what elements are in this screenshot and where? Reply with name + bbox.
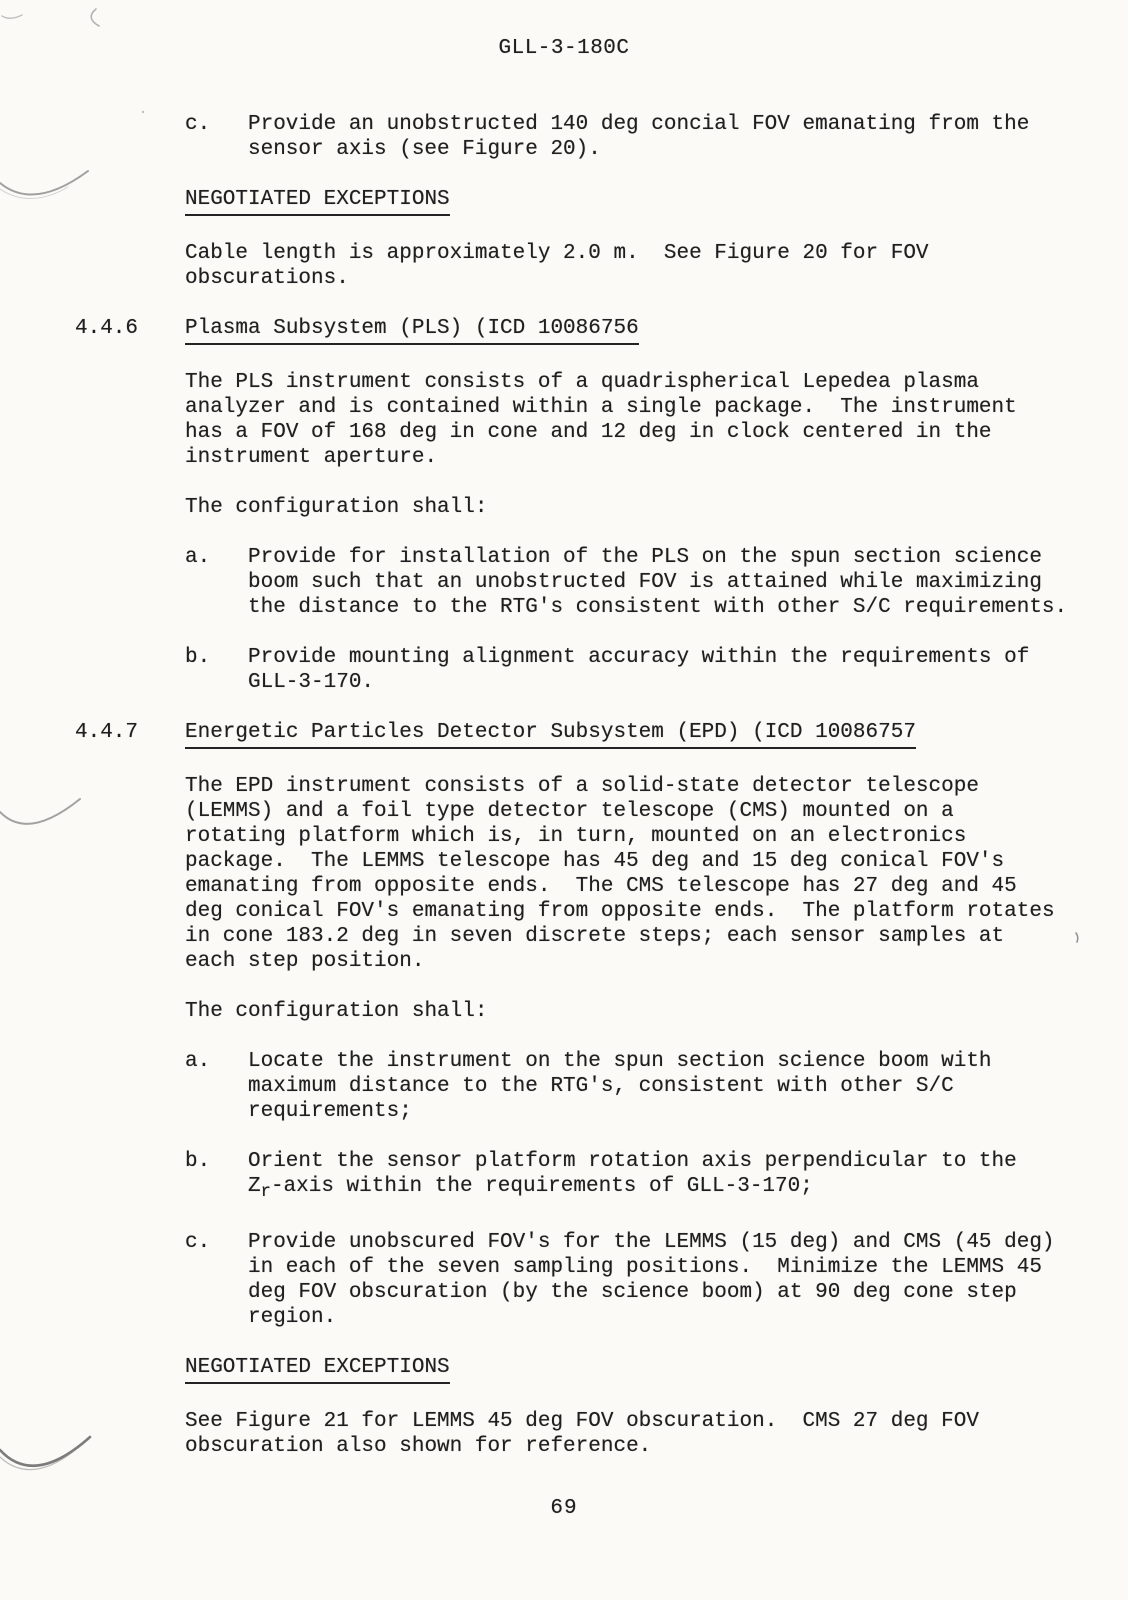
list-item-label: a.	[185, 546, 211, 569]
section-heading-4-4-6	[75, 316, 1095, 345]
text-line: The PLS instrument consists of a quadrispherical Lepedea plasma	[185, 371, 979, 394]
section-title-wrap	[185, 720, 916, 749]
epd-description-paragraph	[185, 774, 1095, 974]
text-line: deg conical FOV's emanating from opposite ends. The platform rotates	[185, 900, 1055, 923]
text-line: region.	[248, 1305, 337, 1329]
list-item-text	[248, 112, 1095, 162]
text-line: The EPD instrument consists of a solid-state detector telescope	[185, 775, 979, 798]
text-line: Locate the instrument on the spun section science boom with	[248, 1050, 992, 1073]
list-item-label: a.	[185, 1050, 211, 1073]
text-line: Provide an unobstructed 140 deg concial FOV emanating from the	[248, 113, 1030, 136]
section-title: Plasma Subsystem (PLS) (ICD 10086756	[185, 316, 639, 345]
text-line: in cone 183.2 deg in seven discrete steps; each sensor samples at	[185, 925, 1005, 948]
section-title-wrap	[185, 316, 639, 345]
text-line: Cable length is approximately 2.0 m. See Figure 20 for FOV	[185, 242, 929, 265]
text-line: the distance to the RTG's consistent with other S/C requirements.	[248, 596, 1068, 619]
text-line: in each of the seven sampling positions. Minimize the LEMMS 45	[248, 1255, 1042, 1279]
text-line: rotating platform which is, in turn, mounted on an electronics	[185, 825, 967, 848]
list-item-text	[248, 545, 1095, 620]
section-number: 4.4.6	[75, 317, 139, 340]
list-item-label: c.	[185, 113, 211, 136]
list-item-text	[248, 645, 1095, 695]
page-number: 69	[550, 1497, 578, 1520]
text-line: has a FOV of 168 deg in cone and 12 deg in clock centered in the	[185, 421, 992, 444]
list-item-text	[248, 1049, 1095, 1124]
section-heading-4-4-7	[75, 720, 1095, 749]
list-item-text	[248, 1230, 1095, 1330]
text-line: requirements;	[248, 1100, 412, 1123]
text-line: Orient the sensor platform rotation axis perpendicular to the	[248, 1150, 1017, 1173]
text-line: obscuration also shown for reference.	[185, 1434, 652, 1458]
text-line-with-subscript	[248, 1174, 1095, 1205]
list-item-a-epd	[185, 1049, 1095, 1124]
section-title: Energetic Particles Detector Subsystem (EPD) (ICD 10086757	[185, 720, 916, 749]
negotiated-exceptions-heading-2	[185, 1355, 1095, 1384]
subscript-r: r	[260, 1182, 271, 1202]
text-line: instrument aperture.	[185, 446, 438, 469]
list-item-b-pls	[185, 645, 1095, 695]
cable-note-paragraph	[185, 241, 1095, 291]
z-axis-symbol: Z	[248, 1175, 261, 1198]
text-line: The configuration shall:	[185, 496, 488, 519]
text-line: obscurations.	[185, 267, 349, 290]
list-item-label: b.	[185, 1150, 211, 1173]
list-item-b-epd	[185, 1149, 1095, 1205]
text-segment: -axis within the requirements of GLL-3-170;	[270, 1175, 813, 1198]
text-line: Provide unobscured FOV's for the LEMMS (15 deg) and CMS (45 deg)	[248, 1230, 1055, 1254]
list-item-c-epd	[185, 1230, 1095, 1330]
underlined-heading: NEGOTIATED EXCEPTIONS	[185, 1355, 450, 1384]
text-line: sensor axis (see Figure 20).	[248, 138, 601, 161]
text-line: analyzer and is contained within a single package. The instrument	[185, 396, 1017, 419]
list-item-c-ppr	[185, 112, 1095, 162]
text-line: See Figure 21 for LEMMS 45 deg FOV obscuration. CMS 27 deg FOV	[185, 1409, 979, 1433]
list-item-a-pls	[185, 545, 1095, 620]
document-id-header: GLL-3-180C	[498, 37, 630, 60]
text-line: Provide mounting alignment accuracy within the requirements of	[248, 646, 1030, 669]
text-line: boom such that an unobstructed FOV is attained while maximizing	[248, 571, 1042, 594]
text-line: maximum distance to the RTG's, consistent with other S/C	[248, 1075, 954, 1098]
text-line: (LEMMS) and a foil type detector telescope (CMS) mounted on a	[185, 800, 954, 823]
negotiated-exceptions-heading-1	[185, 187, 1095, 216]
text-line: emanating from opposite ends. The CMS telescope has 27 deg and 45	[185, 875, 1017, 898]
text-line: deg FOV obscuration (by the science boom) at 90 deg cone step	[248, 1280, 1017, 1304]
text-line: each step position.	[185, 950, 425, 973]
list-item-label: c.	[185, 1230, 211, 1254]
pls-description-paragraph	[185, 370, 1095, 470]
list-item-text	[248, 1149, 1095, 1205]
document-body	[75, 112, 1095, 1484]
text-line: The configuration shall:	[185, 1000, 488, 1023]
underlined-heading: NEGOTIATED EXCEPTIONS	[185, 187, 450, 216]
configuration-intro-2	[185, 999, 1095, 1024]
text-line: package. The LEMMS telescope has 45 deg and 15 deg conical FOV's	[185, 850, 1005, 873]
text-line: GLL-3-170.	[248, 671, 375, 694]
section-number: 4.4.7	[75, 721, 139, 744]
configuration-intro-1	[185, 495, 1095, 520]
list-item-label: b.	[185, 646, 211, 669]
figure21-note-paragraph	[185, 1409, 1095, 1459]
text-line: Provide for installation of the PLS on the spun section science	[248, 546, 1042, 569]
